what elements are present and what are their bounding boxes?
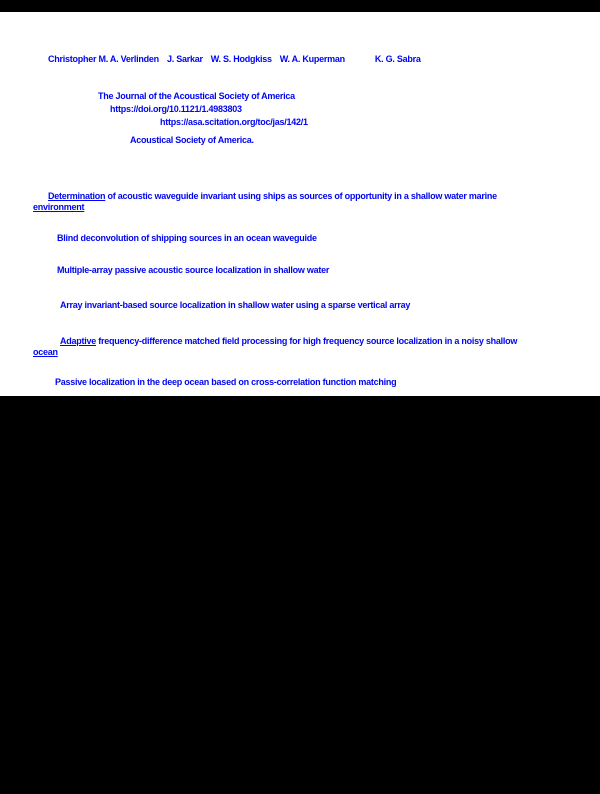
paper-cover-page xyxy=(0,12,600,396)
bottom-black-margin xyxy=(0,396,600,794)
related-article-underlined-word[interactable]: Adaptive xyxy=(60,336,97,346)
related-article-link[interactable]: Passive localization in the deep ocean based on cross-correlation function matching xyxy=(55,377,397,387)
paper-title-line1[interactable] xyxy=(48,191,497,201)
top-black-margin xyxy=(0,0,600,12)
related-article-link-line2[interactable] xyxy=(33,347,58,357)
related-article-underlined-word[interactable]: ocean xyxy=(33,347,58,357)
author-name: W. S. Hodgkiss xyxy=(210,54,272,64)
journal-name: The Journal of the Acoustical Society of America xyxy=(98,91,295,101)
author-name: K. G. Sabra xyxy=(374,54,421,64)
paper-title-underlined-word[interactable]: Determination xyxy=(48,191,106,201)
related-article-link[interactable]: Multiple-array passive acoustic source localization in shallow water xyxy=(57,265,330,275)
related-article-link[interactable]: Array invariant-based source localization in shallow water using a sparse vertical array xyxy=(60,300,411,310)
author-name: J. Sarkar xyxy=(166,54,203,64)
publisher-line: Acoustical Society of America. xyxy=(130,135,254,145)
related-article-rest[interactable]: frequency-difference matched field processing for high frequency source localization in a noisy shallow xyxy=(96,336,518,346)
paper-title-rest[interactable]: of acoustic waveguide invariant using ships as sources of opportunity in a shallow water marine xyxy=(105,191,497,201)
author-line xyxy=(48,54,421,64)
author-name: W. A. Kuperman xyxy=(279,54,345,64)
paper-title-line2[interactable] xyxy=(33,202,84,212)
doi-link[interactable]: https://doi.org/10.1121/1.4983803 xyxy=(110,104,242,114)
paper-title-underlined-word[interactable]: environment xyxy=(33,202,85,212)
related-article-link[interactable]: Blind deconvolution of shipping sources in an ocean waveguide xyxy=(57,233,317,243)
related-article-link[interactable] xyxy=(60,336,517,346)
toc-link[interactable]: https://asa.scitation.org/toc/jas/142/1 xyxy=(160,117,308,127)
author-name: Christopher M. A. Verlinden xyxy=(48,54,159,64)
